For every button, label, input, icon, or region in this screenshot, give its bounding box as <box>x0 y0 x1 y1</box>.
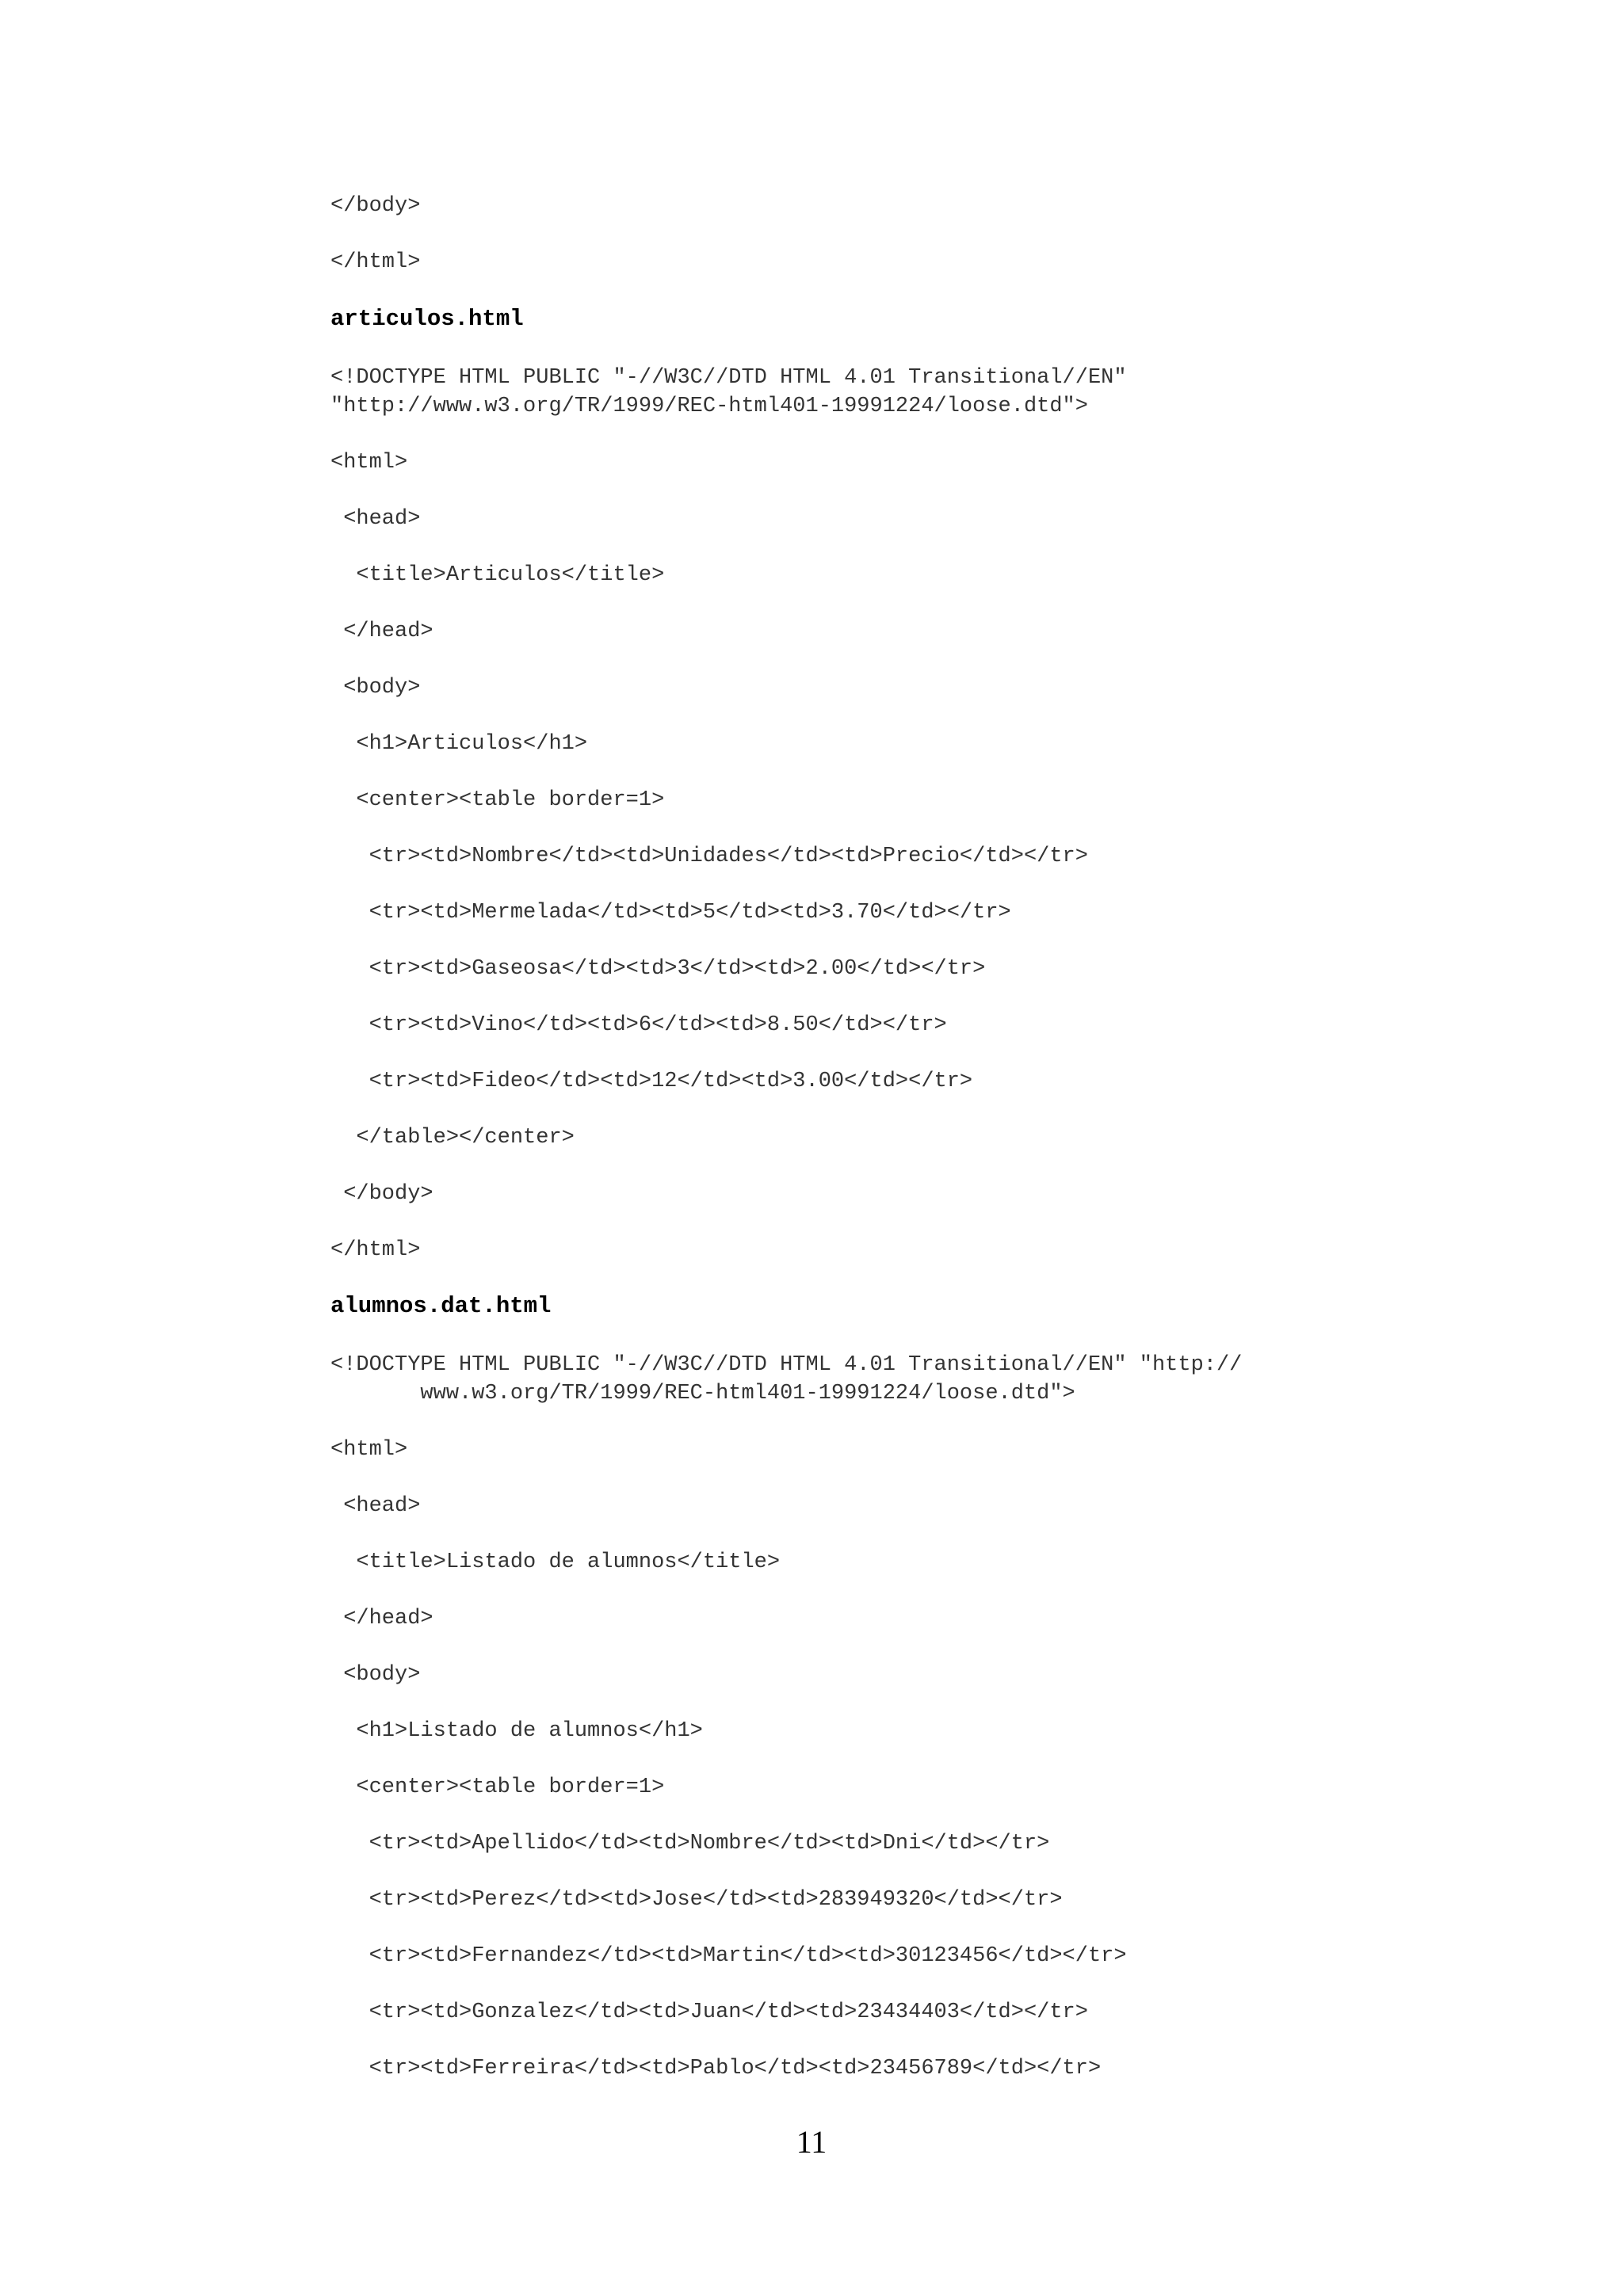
code-line: </body> <box>330 1182 433 1206</box>
code-line: <html> <box>330 451 408 475</box>
code-line: <!DOCTYPE HTML PUBLIC "-//W3C//DTD HTML 4.01 Transitional//EN" "http:// <box>330 1353 1243 1377</box>
file-heading-articulos: articulos.html <box>330 306 524 332</box>
code-line: <title>Articulos</title> <box>330 563 665 587</box>
code-line: <tr><td>Mermelada</td><td>5</td><td>3.70</td></tr> <box>330 901 1011 925</box>
code-line: <!DOCTYPE HTML PUBLIC "-//W3C//DTD HTML 4.01 Transitional//EN" <box>330 366 1127 390</box>
code-line: </html> <box>330 1238 421 1262</box>
code-line: <body> <box>330 676 421 700</box>
code-line: <center><table border=1> <box>330 788 665 812</box>
code-line: <tr><td>Gaseosa</td><td>3</td><td>2.00</td></tr> <box>330 957 986 981</box>
code-line: www.w3.org/TR/1999/REC-html401-19991224/loose.dtd"> <box>330 1382 1075 1405</box>
code-line: <body> <box>330 1663 421 1687</box>
code-line: <head> <box>330 507 421 531</box>
code-line: <tr><td>Perez</td><td>Jose</td><td>283949320</td></tr> <box>330 1888 1063 1912</box>
code-line: <h1>Articulos</h1> <box>330 732 588 756</box>
code-line: </table></center> <box>330 1126 575 1150</box>
code-line: <tr><td>Gonzalez</td><td>Juan</td><td>23434403</td></tr> <box>330 2000 1088 2024</box>
code-line: <tr><td>Fideo</td><td>12</td><td>3.00</td></tr> <box>330 1070 973 1093</box>
file-heading-alumnos: alumnos.dat.html <box>330 1293 552 1319</box>
code-line: <tr><td>Ferreira</td><td>Pablo</td><td>23456789</td></tr> <box>330 2057 1102 2081</box>
code-line: </head> <box>330 620 433 643</box>
code-line: <h1>Listado de alumnos</h1> <box>330 1719 703 1743</box>
code-line: <center><table border=1> <box>330 1775 665 1799</box>
code-line: <tr><td>Nombre</td><td>Unidades</td><td>Precio</td></tr> <box>330 845 1088 868</box>
code-line: <title>Listado de alumnos</title> <box>330 1550 781 1574</box>
code-line: <tr><td>Apellido</td><td>Nombre</td><td>Dni</td></tr> <box>330 1832 1050 1855</box>
code-line: </body> <box>330 194 421 218</box>
code-line: <html> <box>330 1438 408 1462</box>
code-line: <tr><td>Fernandez</td><td>Martin</td><td>30123456</td></tr> <box>330 1944 1127 1968</box>
code-line: <head> <box>330 1494 421 1518</box>
page-number: 11 <box>796 2124 827 2160</box>
code-line: </html> <box>330 250 421 274</box>
code-line: <tr><td>Vino</td><td>6</td><td>8.50</td></tr> <box>330 1013 947 1037</box>
code-line: </head> <box>330 1607 433 1630</box>
code-line: "http://www.w3.org/TR/1999/REC-html401-19991224/loose.dtd"> <box>330 395 1088 418</box>
